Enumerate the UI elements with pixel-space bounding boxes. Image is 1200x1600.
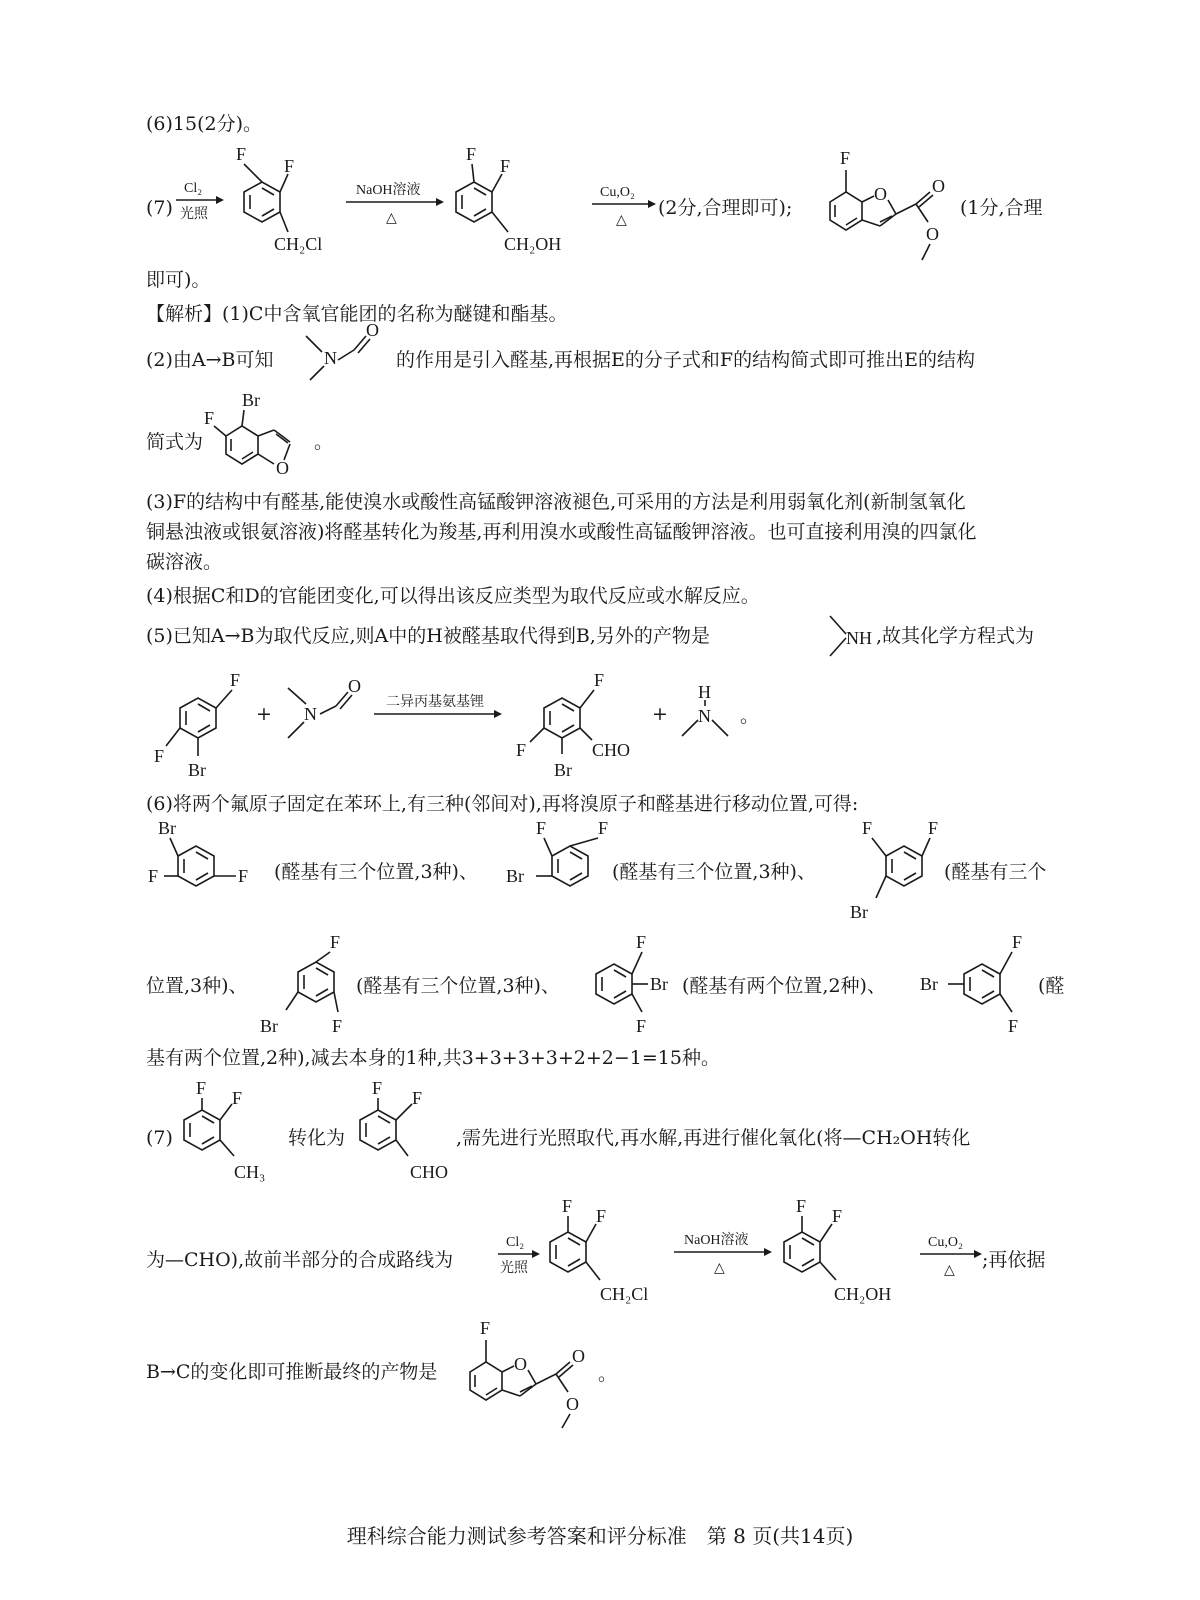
svg-text:F: F <box>862 818 873 838</box>
svg-text:F: F <box>330 932 341 952</box>
isomer-5-note: (醛基有两个位置,2种)、 <box>682 975 886 997</box>
svg-text:光照: 光照 <box>180 207 208 222</box>
isomer-6-structure <box>920 928 1040 1042</box>
svg-text:O: O <box>348 676 361 696</box>
route-cu-o2-arrow <box>918 1232 982 1278</box>
svg-text:Br: Br <box>506 866 524 886</box>
svg-text:△: △ <box>944 1263 955 1278</box>
svg-text:二异丙基氨基锂: 二异丙基氨基锂 <box>386 695 484 710</box>
svg-text:CHO: CHO <box>410 1162 449 1182</box>
svg-text:N: N <box>698 706 711 726</box>
svg-text:F: F <box>832 1206 843 1226</box>
svg-text:O: O <box>932 176 945 196</box>
analysis-7a: (7) <box>146 1127 173 1149</box>
svg-text:F: F <box>284 156 295 176</box>
cu-o2-heat-arrow <box>590 182 656 228</box>
analysis-2b: 的作用是引入醛基,再根据E的分子式和F的结构简式即可推出E的结构 <box>396 349 975 371</box>
svg-text:F: F <box>236 144 247 164</box>
analysis-3c: 碳溶液。 <box>146 551 223 573</box>
q6-answer: (6)15(2分)。 <box>146 113 263 135</box>
svg-text:F: F <box>594 670 605 690</box>
svg-text:△: △ <box>714 1261 725 1276</box>
isomer-2-structure <box>506 812 609 890</box>
svg-text:F: F <box>1008 1016 1019 1036</box>
eq-product-aldehyde-structure <box>512 668 648 780</box>
svg-text:N: N <box>324 348 337 368</box>
svg-text:Br: Br <box>650 974 668 994</box>
cl2-light-arrow <box>174 178 224 224</box>
analysis-2c: 简式为 <box>146 431 204 453</box>
q7-continuation: 即可)。 <box>146 269 211 291</box>
isomer-6-note: (醛 <box>1038 975 1065 997</box>
analysis-3b: 铜悬浊液或银氨溶液)将醛基转化为羧基,再利用溴水或酸性高锰酸钾溶液。也可直接利用溴的四氯化 <box>146 521 977 543</box>
svg-text:△: △ <box>616 213 627 228</box>
analysis-6a: (6)将两个氟原子固定在苯环上,有三种(邻间对),再将溴原子和醛基进行移动位置,可得: <box>146 793 859 815</box>
svg-text:F: F <box>562 1196 573 1216</box>
eq-plus-1: + <box>256 703 272 725</box>
svg-text:O: O <box>366 320 379 340</box>
svg-text:NaOH溶液: NaOH溶液 <box>356 183 421 198</box>
svg-text:O: O <box>276 458 289 478</box>
svg-text:F: F <box>196 1078 207 1098</box>
analysis-7b: 转化为 <box>288 1127 346 1149</box>
svg-text:F: F <box>840 148 851 168</box>
svg-text:Br: Br <box>920 974 938 994</box>
svg-text:Cu,O₂: Cu,O₂ <box>928 1235 963 1250</box>
svg-text:F: F <box>148 866 159 886</box>
eq-dimethylamine-structure <box>680 680 742 742</box>
svg-text:Br: Br <box>260 1016 278 1036</box>
svg-text:F: F <box>332 1016 343 1036</box>
svg-text:F: F <box>232 1088 243 1108</box>
analysis-5b: ,故其化学方程式为 <box>876 625 1035 647</box>
analysis-2d: 。 <box>314 431 334 453</box>
svg-text:O: O <box>874 184 887 204</box>
svg-text:F: F <box>372 1078 383 1098</box>
svg-text:H: H <box>698 682 711 702</box>
svg-text:O: O <box>572 1346 585 1366</box>
svg-text:CH₂Cl: CH₂Cl <box>274 234 323 254</box>
q7-score-2: (1分,合理 <box>960 197 1043 219</box>
svg-text:F: F <box>204 408 215 428</box>
svg-text:O: O <box>926 224 939 244</box>
svg-text:CH₂Cl: CH₂Cl <box>600 1284 649 1304</box>
difluorobenzyl-chloride-structure <box>218 140 338 252</box>
q7-prefix: (7) <box>146 197 173 219</box>
svg-text:Cl₂: Cl₂ <box>184 181 203 196</box>
analysis-3a: (3)F的结构中有醛基,能使溴水或酸性高锰酸钾溶液褪色,可采用的方法是利用弱氧化剂(新制氢氧化 <box>146 491 966 513</box>
isomer-3-structure <box>844 812 944 922</box>
page-footer: 理科综合能力测试参考答案和评分标准 第 8 页(共14页) <box>346 1524 854 1548</box>
svg-text:F: F <box>516 740 527 760</box>
svg-text:NH: NH <box>846 628 872 648</box>
svg-text:N: N <box>304 704 317 724</box>
analysis-7f: B→C的变化即可推断最终的产物是 <box>146 1361 438 1383</box>
svg-text:F: F <box>154 746 165 766</box>
svg-text:Br: Br <box>188 760 206 780</box>
q7-score-1: (2分,合理即可); <box>658 197 793 219</box>
svg-text:F: F <box>1012 932 1023 952</box>
route-cl2-light-arrow <box>496 1232 540 1278</box>
svg-text:F: F <box>466 144 477 164</box>
eq-end: 。 <box>740 705 760 727</box>
svg-text:光照: 光照 <box>500 1261 528 1276</box>
svg-text:CHO: CHO <box>592 740 631 760</box>
analysis-2a: (2)由A→B可知 <box>146 349 274 371</box>
difluorotoluene-structure <box>176 1074 286 1188</box>
svg-text:Br: Br <box>158 818 176 838</box>
svg-text:NaOH溶液: NaOH溶液 <box>684 1233 749 1248</box>
svg-text:Br: Br <box>850 902 868 922</box>
analysis-4: (4)根据C和D的官能团变化,可以得出该反应类型为取代反应或水解反应。 <box>146 585 760 607</box>
svg-text:F: F <box>928 818 939 838</box>
route-naoh-arrow <box>672 1230 772 1278</box>
svg-text:F: F <box>412 1088 423 1108</box>
dmf-structure <box>300 322 392 384</box>
difluorobenzyl-alcohol-structure <box>448 140 588 252</box>
route-benzyl-alcohol-structure <box>776 1190 912 1306</box>
isomer-4-structure <box>258 928 358 1042</box>
analysis-7c: ,需先进行光照取代,再水解,再进行催化氧化(将—CH₂OH转化 <box>456 1127 971 1149</box>
eq-dmf-structure <box>284 676 368 746</box>
naoh-heat-arrow <box>344 180 444 228</box>
analysis-1: 【解析】(1)C中含氧官能团的名称为醚键和酯基。 <box>146 303 568 325</box>
svg-text:F: F <box>596 1206 607 1226</box>
svg-text:F: F <box>238 866 249 886</box>
dimethylamine-structure <box>824 612 872 662</box>
svg-text:F: F <box>500 156 511 176</box>
isomer-3-continuation: 位置,3种)、 <box>146 975 248 997</box>
svg-text:Cl₂: Cl₂ <box>506 1235 525 1250</box>
svg-text:Br: Br <box>242 390 260 410</box>
route-benzyl-chloride-structure <box>542 1190 672 1306</box>
isomer-1-structure <box>146 812 266 890</box>
svg-text:F: F <box>636 932 647 952</box>
difluorobenzaldehyde-structure <box>352 1074 462 1188</box>
analysis-7e: ;再依据 <box>982 1249 1046 1271</box>
svg-text:F: F <box>536 818 547 838</box>
eq-plus-2: + <box>652 703 668 725</box>
svg-text:F: F <box>230 670 241 690</box>
final-product-structure <box>466 1314 604 1430</box>
svg-text:Br: Br <box>554 760 572 780</box>
analysis-5a: (5)已知A→B为取代反应,则A中的H被醛基取代得到B,另外的产物是 <box>146 625 710 647</box>
svg-text:CH₃: CH₃ <box>234 1162 266 1182</box>
svg-text:F: F <box>636 1016 647 1036</box>
isomer-4-note: (醛基有三个位置,3种)、 <box>356 975 560 997</box>
svg-text:F: F <box>598 818 609 838</box>
eq-reactant-bromodifluorobenzene <box>146 668 264 780</box>
svg-text:O: O <box>514 1354 527 1374</box>
svg-text:O: O <box>566 1394 579 1414</box>
isomer-2-note: (醛基有三个位置,3种)、 <box>612 861 816 883</box>
methyl-fluorobenzofuran-carboxylate-structure <box>826 144 964 260</box>
svg-text:CH₂OH: CH₂OH <box>504 234 562 254</box>
svg-text:Cu,O₂: Cu,O₂ <box>600 185 635 200</box>
analysis-7g: 。 <box>598 1363 618 1385</box>
analysis-7d: 为—CHO),故前半部分的合成路线为 <box>146 1249 454 1271</box>
svg-text:△: △ <box>386 211 397 226</box>
svg-text:F: F <box>480 1318 491 1338</box>
analysis-6b: 基有两个位置,2种),减去本身的1种,共3+3+3+3+2+2−1=15种。 <box>146 1047 720 1069</box>
svg-text:CH₂OH: CH₂OH <box>834 1284 892 1304</box>
svg-text:F: F <box>796 1196 807 1216</box>
isomer-5-structure <box>586 928 676 1042</box>
lda-arrow <box>372 692 502 722</box>
isomer-1-note: (醛基有三个位置,3种)、 <box>274 861 478 883</box>
isomer-3-note: (醛基有三个 <box>944 861 1047 883</box>
bromo-fluorobenzofuran-structure <box>204 390 316 482</box>
